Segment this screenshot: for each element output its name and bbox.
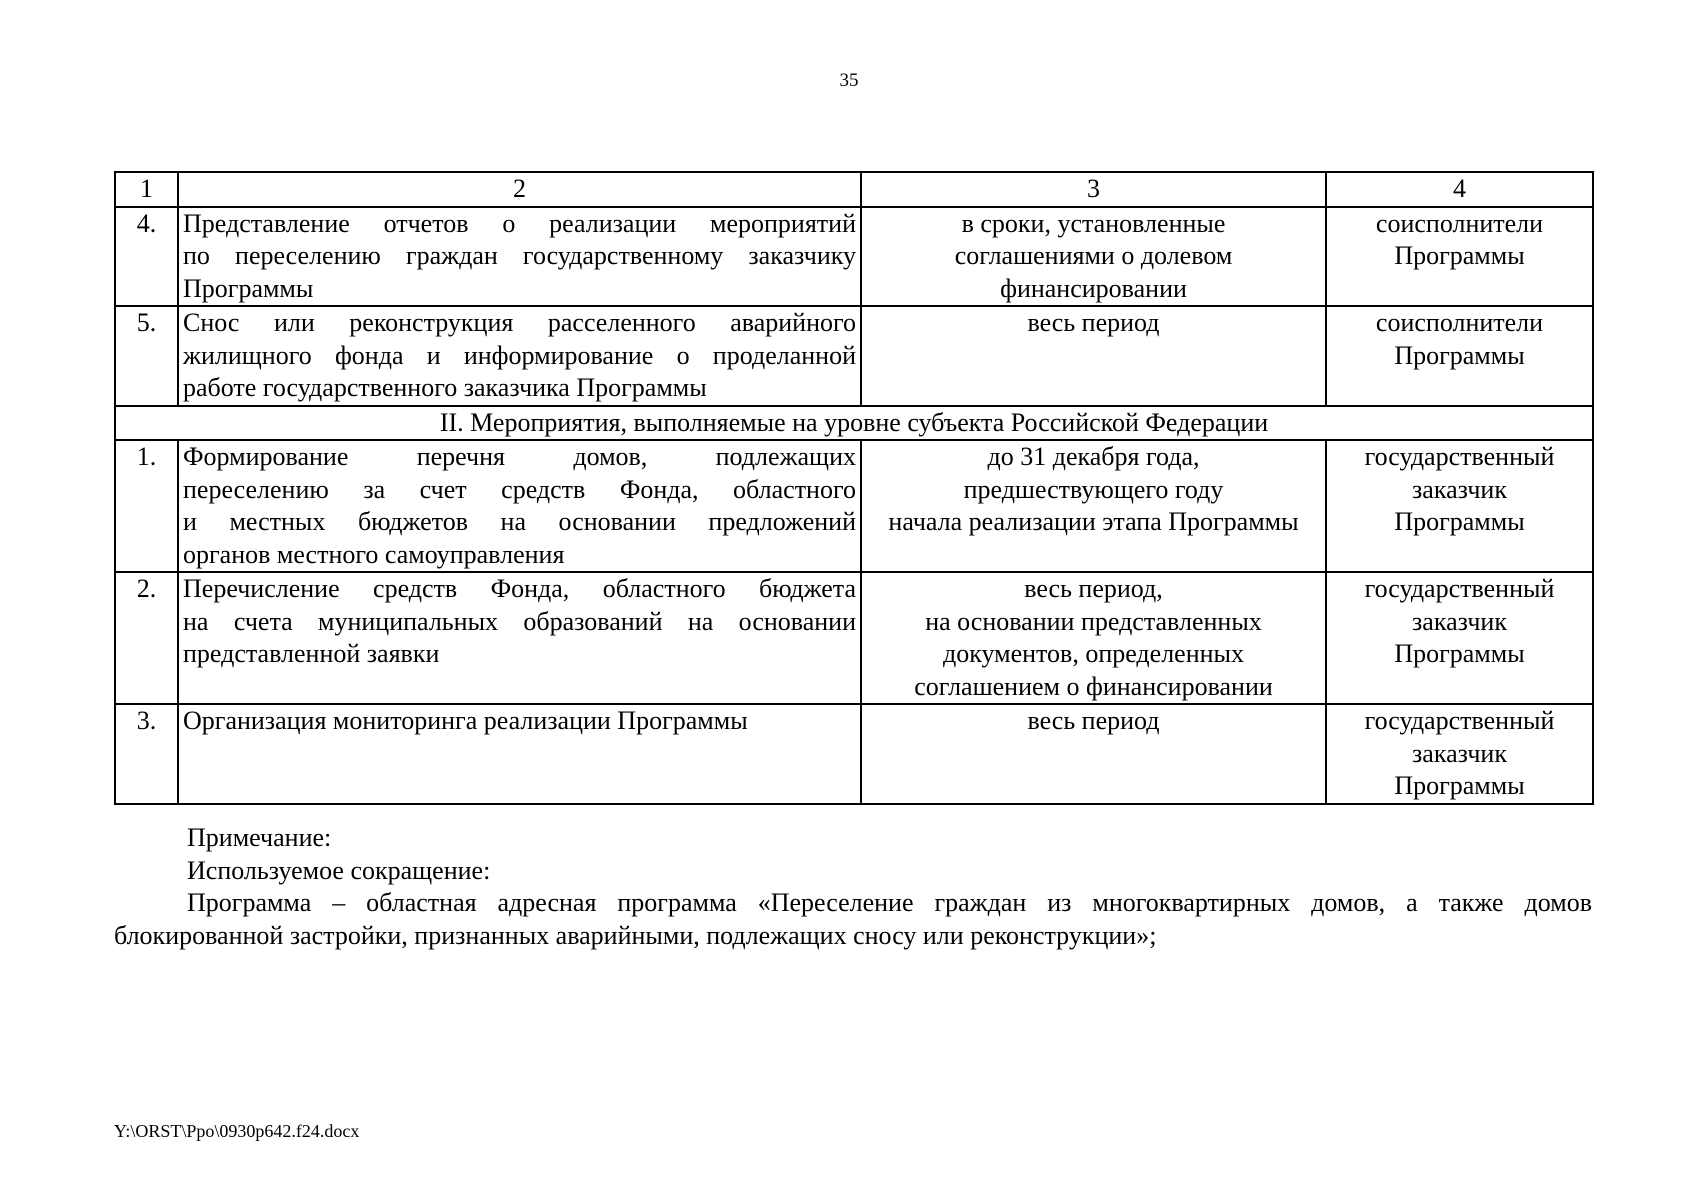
header-cell-3: 3 bbox=[861, 172, 1326, 207]
page-number: 35 bbox=[839, 70, 859, 91]
note-text-line: блокированной застройки, признанных аварийными, подлежащих сносу или реконструкции»; bbox=[114, 920, 1157, 950]
measure-timing bbox=[861, 207, 1326, 307]
measures-table bbox=[114, 171, 1594, 805]
timing-line: на основании представленных bbox=[925, 606, 1262, 636]
description-line: представленной заявки bbox=[183, 639, 440, 668]
responsible-line: Программы bbox=[1394, 507, 1525, 536]
measure-description bbox=[178, 704, 861, 804]
responsible-line: заказчик bbox=[1412, 474, 1507, 504]
measure-description bbox=[178, 440, 861, 572]
measure-description bbox=[178, 207, 861, 307]
row-number: 3. bbox=[115, 704, 178, 804]
table-header-row bbox=[115, 172, 1593, 207]
row-number: 4. bbox=[115, 207, 178, 307]
table-row bbox=[115, 572, 1593, 704]
timing-line: весь период, bbox=[1024, 574, 1163, 603]
measure-timing bbox=[861, 704, 1326, 804]
timing-line: в сроки, установленные bbox=[961, 208, 1226, 238]
description-line: Организация мониторинга реализации Программы bbox=[183, 706, 748, 735]
description-line: по переселению граждан государственному заказчику bbox=[183, 241, 856, 270]
measure-responsible bbox=[1326, 207, 1593, 307]
description-line: работе государственного заказчика Программы bbox=[183, 373, 707, 402]
measure-responsible bbox=[1326, 440, 1593, 572]
row-number: 1. bbox=[115, 440, 178, 572]
section-heading-row bbox=[115, 406, 1593, 441]
responsible-line: соисполнители bbox=[1375, 308, 1544, 337]
section-heading: II. Мероприятия, выполняемые на уровне субъекта Российской Федерации bbox=[115, 406, 1593, 441]
responsible-line: Программы bbox=[1394, 639, 1525, 668]
responsible-line: Программы bbox=[1394, 241, 1525, 270]
table-row bbox=[115, 704, 1593, 804]
timing-line: предшествующего году bbox=[963, 474, 1224, 504]
description-line: переселению за счет средств Фонда, областного bbox=[183, 474, 856, 504]
measure-responsible bbox=[1326, 704, 1593, 804]
measure-timing bbox=[861, 572, 1326, 704]
responsible-line: государственный bbox=[1364, 442, 1555, 471]
responsible-line: соисполнители bbox=[1375, 208, 1544, 238]
description-line: Перечисление средств Фонда, областного бюджета bbox=[183, 574, 856, 603]
description-line: Снос или реконструкция расселенного аварийного bbox=[183, 308, 856, 337]
measure-description bbox=[178, 306, 861, 406]
note-title: Примечание: bbox=[187, 823, 332, 852]
header-cell-4: 4 bbox=[1326, 172, 1593, 207]
timing-line: весь период bbox=[1027, 308, 1160, 337]
measure-timing bbox=[861, 306, 1326, 406]
measures-table-container bbox=[114, 171, 1592, 805]
responsible-line: заказчик bbox=[1412, 606, 1507, 636]
description-line: на счета муниципальных образований на основании bbox=[183, 606, 856, 636]
table-row bbox=[115, 440, 1593, 572]
description-line: Формирование перечня домов, подлежащих bbox=[183, 442, 856, 471]
timing-line: начала реализации этапа Программы bbox=[888, 507, 1299, 536]
description-line: Программы bbox=[183, 273, 314, 303]
row-number: 2. bbox=[115, 572, 178, 704]
footer-file-path: Y:\ORST\Ppo\0930p642.f24.docx bbox=[114, 1121, 360, 1141]
header-cell-1: 1 bbox=[115, 172, 178, 207]
timing-line: до 31 декабря года, bbox=[987, 442, 1200, 471]
timing-line: соглашениями о долевом bbox=[954, 241, 1233, 270]
description-line: Представление отчетов о реализации мероприятий bbox=[183, 208, 856, 238]
note-subtitle: Используемое сокращение: bbox=[187, 855, 491, 885]
responsible-line: Программы bbox=[1394, 771, 1525, 800]
responsible-line: государственный bbox=[1364, 574, 1555, 603]
header-cell-2: 2 bbox=[178, 172, 861, 207]
measure-responsible bbox=[1326, 306, 1593, 406]
note-section bbox=[114, 822, 1592, 952]
responsible-line: Программы bbox=[1394, 340, 1525, 370]
description-line: и местных бюджетов на основании предложений bbox=[183, 507, 856, 536]
table-row bbox=[115, 306, 1593, 406]
description-line: органов местного самоуправления bbox=[183, 539, 565, 569]
description-line: жилищного фонда и информирование о проделанной bbox=[183, 340, 856, 370]
timing-line: финансировании bbox=[1000, 273, 1187, 303]
timing-line: соглашением о финансировании bbox=[914, 671, 1273, 701]
measure-description bbox=[178, 572, 861, 704]
timing-line: документов, определенных bbox=[942, 639, 1245, 668]
responsible-line: государственный bbox=[1364, 706, 1555, 735]
note-text-line: Программа – областная адресная программа «Переселение граждан из многоквартирных домов, а также домов bbox=[187, 888, 1592, 917]
timing-line: весь период bbox=[1027, 706, 1160, 735]
table-row bbox=[115, 207, 1593, 307]
responsible-line: заказчик bbox=[1412, 738, 1507, 768]
measure-timing bbox=[861, 440, 1326, 572]
measure-responsible bbox=[1326, 572, 1593, 704]
row-number: 5. bbox=[115, 306, 178, 406]
